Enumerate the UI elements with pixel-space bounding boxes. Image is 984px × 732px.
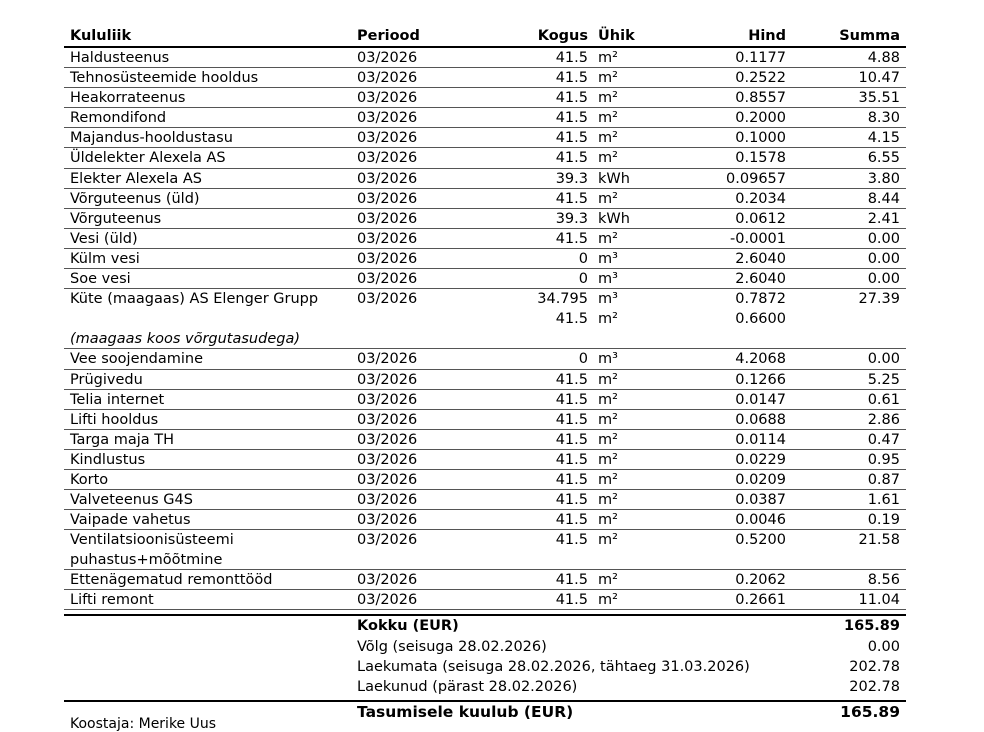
table-row	[64, 148, 906, 168]
header-period: Periood	[357, 28, 420, 44]
cell-unit: m²	[598, 391, 618, 408]
cell-cost-type: Telia internet	[70, 391, 165, 408]
cell-price: -0.0001	[730, 230, 786, 247]
cell-unit: m³	[598, 351, 618, 368]
cell-quantity: 41.5	[555, 130, 588, 147]
cell-price: 0.2661	[735, 592, 786, 609]
unreceived-label: Laekumata (seisuga 28.02.2026, tähtaeg 31.03.2026)	[357, 659, 750, 676]
cell-quantity: 41.5	[555, 230, 588, 247]
cell-quantity: 41.5	[555, 311, 588, 328]
cell-sum: 2.86	[867, 411, 900, 428]
cell-cost-type: Targa maja TH	[70, 431, 175, 448]
cell-period: 03/2026	[357, 70, 418, 87]
total-label: Kokku (EUR)	[357, 618, 459, 635]
cell-period: 03/2026	[357, 592, 418, 609]
cell-cost-type: Üldelekter Alexela AS	[70, 150, 226, 167]
cell-quantity: 41.5	[555, 572, 588, 589]
cell-quantity: 41.5	[555, 391, 588, 408]
cell-unit: m³	[598, 291, 618, 308]
table-row	[64, 269, 906, 289]
cell-unit: m²	[598, 150, 618, 167]
cell-sum: 0.00	[867, 271, 900, 288]
cell-period: 03/2026	[357, 532, 418, 549]
cell-unit: m²	[598, 411, 618, 428]
cell-period: 03/2026	[357, 130, 418, 147]
cell-unit: m²	[598, 50, 618, 66]
cell-quantity: 41.5	[555, 150, 588, 167]
cell-price: 0.2522	[735, 70, 786, 87]
cell-period: 03/2026	[357, 210, 418, 227]
cell-period: 03/2026	[357, 291, 418, 308]
cell-price: 0.0046	[735, 512, 786, 529]
cell-price: 0.8557	[735, 90, 786, 107]
cell-sum: 1.61	[867, 492, 900, 509]
cell-period: 03/2026	[357, 451, 418, 468]
cell-price: 2.6040	[735, 271, 786, 288]
cell-quantity: 41.5	[555, 471, 588, 488]
cell-cost-type: Soe vesi	[70, 271, 131, 288]
cell-period: 03/2026	[357, 90, 418, 107]
cell-cost-type: Võrguteenus (üld)	[70, 190, 200, 207]
header-unit: Ühik	[598, 28, 635, 44]
table-row	[64, 510, 906, 530]
cell-cost-type: Tehnosüsteemide hooldus	[70, 70, 259, 87]
cell-unit: m²	[598, 592, 618, 609]
table-row	[64, 590, 906, 610]
cell-unit: m²	[598, 572, 618, 589]
cell-quantity: 41.5	[555, 492, 588, 509]
cell-period: 03/2026	[357, 512, 418, 529]
table-row	[64, 128, 906, 148]
cell-price: 4.2068	[735, 351, 786, 368]
cell-sum: 35.51	[858, 90, 900, 107]
cell-price: 0.2034	[735, 190, 786, 207]
cell-unit: m²	[598, 130, 618, 147]
table-row	[64, 490, 906, 510]
cell-sum: 0.87	[867, 471, 900, 488]
cell-unit: m²	[598, 230, 618, 247]
cell-period: 03/2026	[357, 150, 418, 167]
cell-quantity: 39.3	[555, 170, 588, 187]
cell-quantity: 0	[578, 271, 588, 288]
cell-quantity: 41.5	[555, 190, 588, 207]
table-row	[64, 289, 906, 309]
cell-cost-type: Haldusteenus	[70, 50, 170, 66]
cell-sum: 2.41	[867, 210, 900, 227]
cell-cost-type: Ventilatsioonisüsteemi puhastus+mõõtmine	[70, 532, 234, 569]
cell-price: 2.6040	[735, 250, 786, 267]
cell-sum: 5.25	[867, 371, 900, 388]
total-value: 165.89	[844, 618, 900, 635]
cell-quantity: 41.5	[555, 411, 588, 428]
cell-unit: m²	[598, 90, 618, 107]
table-row	[64, 88, 906, 108]
table-row	[64, 48, 906, 68]
received-label: Laekunud (pärast 28.02.2026)	[357, 679, 578, 696]
cell-cost-type: Korto	[70, 471, 109, 488]
cell-period: 03/2026	[357, 110, 418, 127]
cell-cost-type: Elekter Alexela AS	[70, 170, 203, 187]
cell-quantity: 41.5	[555, 70, 588, 87]
cell-period: 03/2026	[357, 411, 418, 428]
cell-period: 03/2026	[357, 371, 418, 388]
cell-unit: m²	[598, 532, 618, 549]
cell-price: 0.0114	[735, 431, 786, 448]
cell-period: 03/2026	[357, 492, 418, 509]
cell-unit: m²	[598, 190, 618, 207]
cell-price: 0.0209	[735, 471, 786, 488]
cell-unit: m²	[598, 471, 618, 488]
cell-period: 03/2026	[357, 230, 418, 247]
cell-cost-type: Valveteenus G4S	[70, 492, 193, 509]
invoice-cost-table	[64, 24, 906, 722]
cell-price: 0.1578	[735, 150, 786, 167]
table-row	[64, 169, 906, 189]
table-row	[64, 430, 906, 450]
cell-sum: 0.47	[867, 431, 900, 448]
cell-period: 03/2026	[357, 50, 418, 66]
debt-label: Võlg (seisuga 28.02.2026)	[357, 638, 547, 655]
cell-sum: 0.95	[867, 451, 900, 468]
received-value: 202.78	[849, 679, 900, 696]
cell-quantity: 41.5	[555, 50, 588, 66]
cell-price: 0.7872	[735, 291, 786, 308]
cell-sum: 0.00	[867, 351, 900, 368]
cell-sum: 11.04	[858, 592, 900, 609]
payable-value: 165.89	[840, 702, 900, 721]
header-cost-type: Kululiik	[70, 28, 132, 44]
cell-cost-type: Heakorrateenus	[70, 90, 186, 107]
debt-value: 0.00	[867, 638, 900, 655]
table-row	[64, 68, 906, 88]
cell-period: 03/2026	[357, 250, 418, 267]
header-price: Hind	[748, 28, 786, 44]
cell-price: 0.0387	[735, 492, 786, 509]
cell-quantity: 0	[578, 351, 588, 368]
table-row	[64, 249, 906, 269]
cell-period: 03/2026	[357, 471, 418, 488]
cell-sum: 4.88	[867, 50, 900, 66]
cell-cost-type: Vesi (üld)	[70, 230, 138, 247]
cell-unit: m²	[598, 451, 618, 468]
cell-quantity: 41.5	[555, 512, 588, 529]
cell-period: 03/2026	[357, 170, 418, 187]
cell-sum: 8.30	[867, 110, 900, 127]
cell-price: 0.5200	[735, 532, 786, 549]
cell-price: 0.2000	[735, 110, 786, 127]
received-row	[64, 677, 906, 697]
cell-cost-type: Lifti hooldus	[70, 411, 159, 428]
table-row	[64, 390, 906, 410]
table-row	[64, 229, 906, 249]
cell-price: 0.0612	[735, 210, 786, 227]
cell-unit: m²	[598, 431, 618, 448]
cell-cost-type: (maagaas koos võrgutasudega)	[70, 331, 300, 348]
cell-period: 03/2026	[357, 271, 418, 288]
cell-period: 03/2026	[357, 351, 418, 368]
cell-sum: 0.00	[867, 230, 900, 247]
cell-unit: m²	[598, 110, 618, 127]
cell-quantity: 41.5	[555, 451, 588, 468]
cell-quantity: 41.5	[555, 532, 588, 549]
cell-cost-type: Kindlustus	[70, 451, 146, 468]
cell-price: 0.0147	[735, 391, 786, 408]
cell-sum: 4.15	[867, 130, 900, 147]
cell-unit: m²	[598, 512, 618, 529]
cell-price: 0.09657	[726, 170, 786, 187]
cell-sum: 21.58	[858, 532, 900, 549]
cell-cost-type: Võrguteenus	[70, 210, 162, 227]
cell-cost-type: Prügivedu	[70, 371, 143, 388]
cell-unit: m²	[598, 70, 618, 87]
cell-sum: 0.00	[867, 250, 900, 267]
cell-price: 0.1177	[735, 50, 786, 66]
payable-label: Tasumisele kuulub (EUR)	[357, 702, 574, 721]
cell-period: 03/2026	[357, 190, 418, 207]
cell-period: 03/2026	[357, 391, 418, 408]
table-row	[64, 570, 906, 590]
cell-quantity: 41.5	[555, 371, 588, 388]
cell-period: 03/2026	[357, 431, 418, 448]
table-row	[64, 349, 906, 369]
table-row	[64, 410, 906, 430]
cell-sum: 8.56	[867, 572, 900, 589]
cell-unit: m³	[598, 250, 618, 267]
cell-period: 03/2026	[357, 572, 418, 589]
total-row	[64, 614, 906, 636]
table-row	[64, 189, 906, 209]
cell-quantity: 41.5	[555, 90, 588, 107]
cell-sum: 27.39	[858, 291, 900, 308]
cell-cost-type: Ettenägematud remonttööd	[70, 572, 273, 589]
cell-sum: 6.55	[867, 150, 900, 167]
cell-quantity: 39.3	[555, 210, 588, 227]
cell-price: 0.0688	[735, 411, 786, 428]
unreceived-row	[64, 657, 906, 677]
cell-quantity: 41.5	[555, 110, 588, 127]
cell-price: 0.1000	[735, 130, 786, 147]
cell-sum: 0.61	[867, 391, 900, 408]
compiler-note: Koostaja: Merike Uus	[70, 716, 217, 732]
cell-sum: 0.19	[867, 512, 900, 529]
unreceived-value: 202.78	[849, 659, 900, 676]
cell-sum: 3.80	[867, 170, 900, 187]
cell-cost-type: Majandus-hooldustasu	[70, 130, 233, 147]
cell-sum: 10.47	[858, 70, 900, 87]
cell-unit: m²	[598, 311, 618, 328]
header-sum: Summa	[839, 28, 900, 44]
table-row	[64, 470, 906, 490]
cell-price: 0.0229	[735, 451, 786, 468]
cell-quantity: 41.5	[555, 592, 588, 609]
cell-cost-type: Küte (maagaas) AS Elenger Grupp	[70, 291, 319, 308]
cell-quantity: 34.795	[537, 291, 588, 308]
cell-unit: m²	[598, 371, 618, 388]
cell-cost-type: Lifti remont	[70, 592, 154, 609]
table-row	[64, 209, 906, 229]
cell-cost-type: Remondifond	[70, 110, 167, 127]
cell-unit: kWh	[598, 210, 630, 227]
cell-price: 0.1266	[735, 371, 786, 388]
table-header	[64, 24, 906, 48]
header-quantity: Kogus	[537, 28, 588, 44]
cell-cost-type: Vee soojendamine	[70, 351, 204, 368]
cell-unit: m³	[598, 271, 618, 288]
table-row	[64, 329, 906, 349]
cell-sum: 8.44	[867, 190, 900, 207]
table-row	[64, 309, 906, 329]
debt-row	[64, 637, 906, 657]
table-row	[64, 530, 906, 570]
table-body	[64, 48, 906, 610]
cell-cost-type: Vaipade vahetus	[70, 512, 191, 529]
cell-unit: m²	[598, 492, 618, 509]
cell-unit: kWh	[598, 170, 630, 187]
cell-cost-type: Külm vesi	[70, 250, 140, 267]
table-row	[64, 450, 906, 470]
table-row	[64, 108, 906, 128]
cell-quantity: 0	[578, 250, 588, 267]
totals-block	[64, 614, 906, 721]
cell-quantity: 41.5	[555, 431, 588, 448]
table-row	[64, 370, 906, 390]
cell-price: 0.6600	[735, 311, 786, 328]
cell-price: 0.2062	[735, 572, 786, 589]
